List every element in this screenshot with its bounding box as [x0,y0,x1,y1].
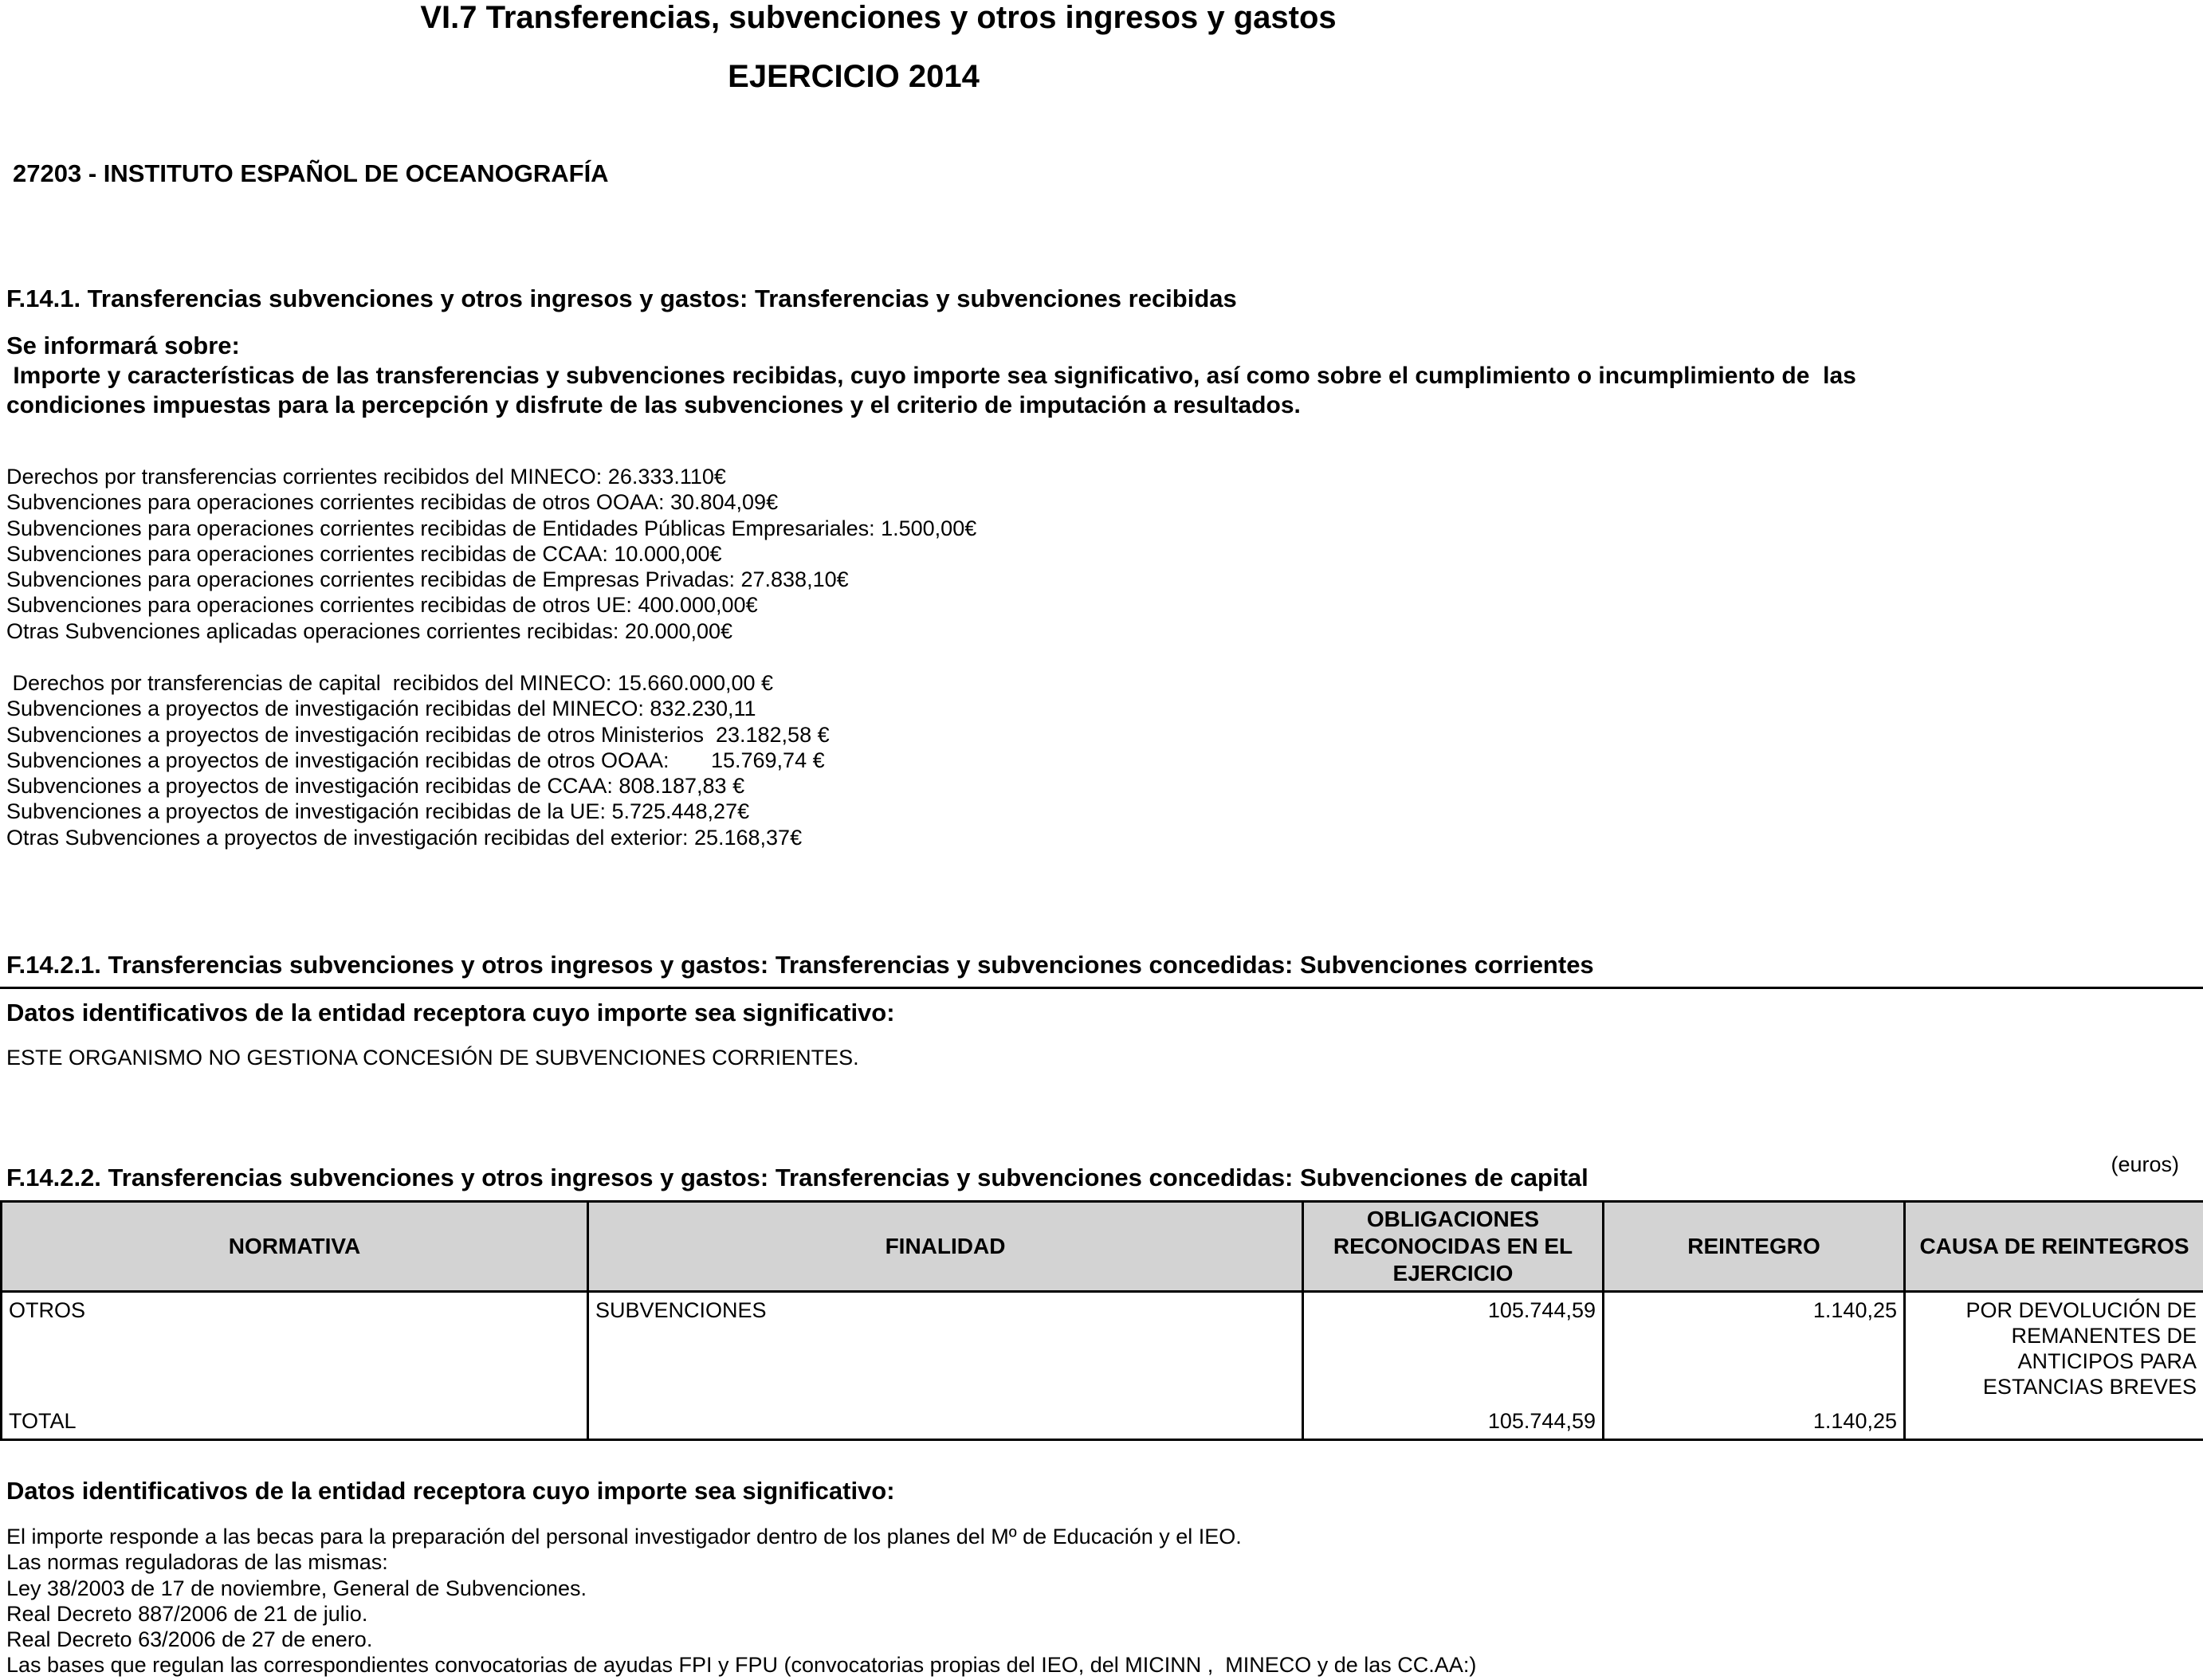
cell-normativa: OTROS [2,1292,588,1403]
col-header-causa: CAUSA DE REINTEGROS [1905,1202,2203,1292]
list-transferencias-corrientes [6,464,976,644]
list-transferencias-capital [6,670,830,850]
cell-total-label: TOTAL [2,1403,588,1440]
list-item: Subvenciones para operaciones corrientes recibidas de Entidades Públicas Empresariales: 1.500,00€ [6,516,977,540]
col-header-obligaciones-line: OBLIGACIONES [1366,1207,1540,1231]
list-item: Las normas reguladoras de las mismas: [6,1550,388,1575]
cell-obligaciones: 105.744,59 [1303,1292,1604,1403]
list-item: Subvenciones para operaciones corrientes recibidas de Empresas Privadas: 27.838,10€ [6,567,849,592]
list-item: Subvenciones para operaciones corrientes recibidas de otros OOAA: 30.804,09€ [6,490,779,515]
col-header-finalidad: FINALIDAD [588,1202,1303,1292]
col-header-obligaciones [1303,1202,1604,1292]
list-item: Otras Subvenciones a proyectos de investigación recibidas del exterior: 25.168,37€ [6,825,803,850]
cell-total-obligaciones: 105.744,59 [1303,1403,1604,1440]
list-item: Otras Subvenciones aplicadas operaciones corrientes recibidas: 20.000,00€ [6,618,733,643]
list-item: Real Decreto 63/2006 de 27 de enero. [6,1627,373,1652]
section-divider [0,987,2203,989]
cell-causa-line: ANTICIPOS PARA [2017,1349,2197,1373]
cell-finalidad: SUBVENCIONES [588,1292,1303,1403]
datos-label-corrientes: Datos identificativos de la entidad receptora cuyo importe sea significativo: [6,999,895,1026]
table-total-row [2,1403,2203,1440]
cell-reintegro: 1.140,25 [1604,1292,1905,1403]
informar-label: Se informará sobre: [6,332,240,359]
section-heading-f14-2-2: F.14.2.2. Transferencias subvenciones y otros ingresos y gastos: Transferencias y subvenciones concedidas: Subvenciones de capital [6,1164,1588,1191]
corrientes-note: ESTE ORGANISMO NO GESTIONA CONCESIÓN DE SUBVENCIONES CORRIENTES. [6,1046,859,1070]
units-label: (euros) [2111,1152,2179,1176]
cell-total-finalidad [588,1403,1303,1440]
list-item: Subvenciones a proyectos de investigación recibidas del MINECO: 832.230,11 [6,697,756,721]
section-heading-f14-2-1: F.14.2.1. Transferencias subvenciones y otros ingresos y gastos: Transferencias y subvenciones concedidas: Subvenciones corrientes [6,951,1594,979]
col-header-reintegro: REINTEGRO [1604,1202,1905,1292]
table-row [2,1292,2203,1403]
list-item: El importe responde a las becas para la preparación del personal investigador dentro de los planes del Mº de Educación y el IEO. [6,1525,1242,1549]
table-header-row [2,1202,2203,1292]
page-title-text: VI.7 Transferencias, subvenciones y otros ingresos y gastos [420,0,1337,35]
organization-name: 27203 - INSTITUTO ESPAÑOL DE OCEANOGRAFÍA [13,159,609,187]
col-header-normativa: NORMATIVA [2,1202,588,1292]
subvenciones-capital-table [0,1200,2203,1441]
exercise-year-text: EJERCICIO 2014 [728,59,980,94]
section-heading-f14-1: F.14.1. Transferencias subvenciones y otros ingresos y gastos: Transferencias y subvenciones recibidas [6,285,1237,312]
col-header-obligaciones-line: RECONOCIDAS EN EL [1333,1234,1573,1258]
list-item: Real Decreto 887/2006 de 21 de julio. [6,1601,368,1626]
list-item: Derechos por transferencias corrientes recibidos del MINECO: 26.333.110€ [6,465,726,489]
list-item: Subvenciones a proyectos de investigación recibidas de otros Ministerios 23.182,58 € [6,722,830,747]
list-item: Derechos por transferencias de capital recibidos del MINECO: 15.660.000,00 € [6,671,774,695]
list-item: Subvenciones a proyectos de investigación recibidas de la UE: 5.725.448,27€ [6,799,750,824]
col-header-obligaciones-line: EJERCICIO [1392,1261,1514,1286]
list-item: Subvenciones a proyectos de investigación recibidas de CCAA: 808.187,83 € [6,774,745,799]
informar-line-1: Importe y características de las transferencias y subvenciones recibidas, cuyo importe sea significativo, así como sobre el cumplimiento o incumplimiento de las [6,363,1856,389]
cell-total-reintegro: 1.140,25 [1604,1403,1905,1440]
cell-causa [1905,1292,2203,1440]
informar-line-2: condiciones impuestas para la percepción y disfrute de las subvenciones y el criterio de imputación a resultados. [6,392,1301,418]
list-item: Las bases que regulan las correspondientes convocatorias de ayudas FPI y FPU (convocatorias propias del IEO, del MICINN , MINECO y de las CC.AA:) [6,1653,1477,1678]
page-title [0,0,2203,36]
list-item: Ley 38/2003 de 17 de noviembre, General de Subvenciones. [6,1576,587,1600]
list-item: Subvenciones para operaciones corrientes recibidas de otros UE: 400.000,00€ [6,593,758,618]
cell-causa-line: REMANENTES DE [2011,1324,2197,1348]
exercise-year [0,59,2203,95]
cell-causa-line: ESTANCIAS BREVES [1982,1375,2197,1399]
list-item: Subvenciones a proyectos de investigación recibidas de otros OOAA: 15.769,74 € [6,748,825,772]
capital-notes [6,1524,1476,1678]
cell-causa-line: POR DEVOLUCIÓN DE [1965,1298,2197,1322]
list-item: Subvenciones para operaciones corrientes recibidas de CCAA: 10.000,00€ [6,541,722,566]
datos-label-capital: Datos identificativos de la entidad receptora cuyo importe sea significativo: [6,1477,895,1505]
